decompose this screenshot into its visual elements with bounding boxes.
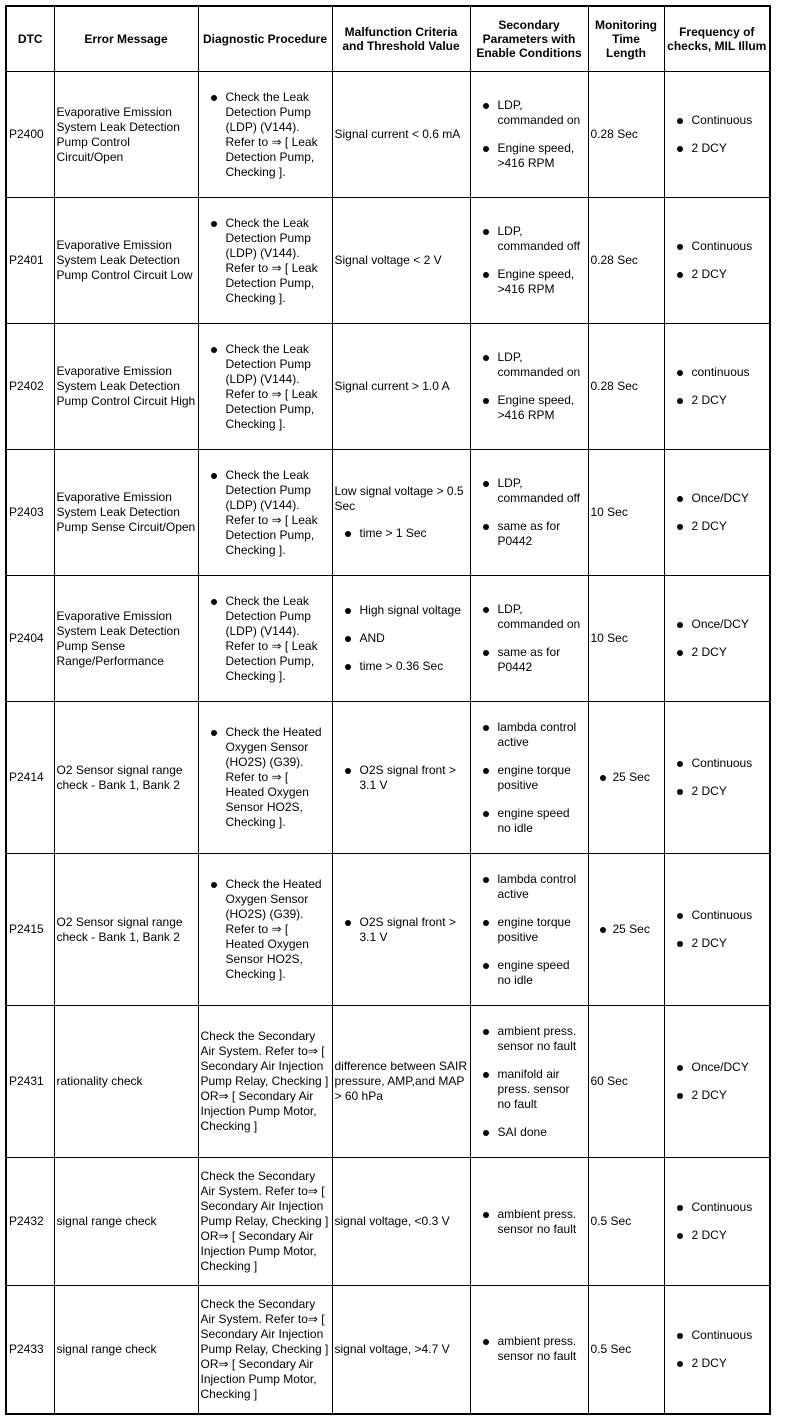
secondary-parameters — [470, 324, 588, 450]
frequency-list — [667, 1328, 768, 1371]
frequency-item: 2 DCY — [667, 936, 768, 951]
frequency-item: Continuous — [667, 1328, 768, 1343]
frequency — [664, 1286, 770, 1414]
header-malfunction-criteria: Malfunction Criteria and Threshold Value — [332, 6, 470, 72]
frequency — [664, 72, 770, 198]
diagnostic-procedure — [198, 450, 332, 576]
diagnostic-procedure — [198, 702, 332, 854]
secondary-item: LDP, commanded on — [473, 98, 586, 128]
frequency-item: 2 DCY — [667, 393, 768, 408]
secondary-item: LDP, commanded off — [473, 476, 586, 506]
malfunction-criteria — [332, 198, 470, 324]
monitoring-time: 0.5 Sec — [588, 1286, 664, 1414]
criteria-item: time > 1 Sec — [335, 526, 468, 541]
table-row — [6, 702, 770, 854]
frequency-list — [667, 908, 768, 951]
secondary-item: lambda control active — [473, 872, 586, 902]
secondary-item: ambient press. sensor no fault — [473, 1207, 586, 1237]
table-row — [6, 324, 770, 450]
frequency-list — [667, 113, 768, 156]
frequency-item: 2 DCY — [667, 141, 768, 156]
procedure-list — [201, 877, 330, 982]
procedure-item: Check the Heated Oxygen Sensor (HO2S) (G39). Refer to ⇒ [ Heated Oxygen Sensor HO2S, Checking ]. — [201, 725, 330, 830]
malfunction-criteria — [332, 450, 470, 576]
dtc-table — [5, 5, 771, 1415]
secondary-list — [473, 602, 586, 675]
error-message: Evaporative Emission System Leak Detection Pump Control Circuit Low — [54, 198, 198, 324]
diagnostic-procedure: Check the Secondary Air System. Refer to⇒ [ Secondary Air Injection Pump Relay, Checking ] OR⇒ [ Secondary Air Injection Pump Motor, Checking ] — [198, 1286, 332, 1414]
malfunction-criteria — [332, 1158, 470, 1286]
error-message: Evaporative Emission System Leak Detection Pump Sense Range/Performance — [54, 576, 198, 702]
monitoring-time — [588, 702, 664, 854]
criteria-list — [335, 915, 468, 945]
malfunction-criteria — [332, 702, 470, 854]
diagnostic-procedure: Check the Secondary Air System. Refer to⇒ [ Secondary Air Injection Pump Relay, Checking ] OR⇒ [ Secondary Air Injection Pump Motor, Checking ] — [198, 1158, 332, 1286]
monitoring-time: 10 Sec — [588, 576, 664, 702]
criteria-text: difference between SAIR pressure, AMP,and MAP > 60 hPa — [334, 1059, 468, 1103]
diagnostic-procedure — [198, 324, 332, 450]
frequency-item: 2 DCY — [667, 1356, 768, 1371]
table-row — [6, 1006, 770, 1158]
secondary-item: lambda control active — [473, 720, 586, 750]
table-row — [6, 1286, 770, 1414]
frequency — [664, 576, 770, 702]
secondary-list — [473, 872, 586, 988]
table-row — [6, 854, 770, 1006]
secondary-parameters — [470, 854, 588, 1006]
procedure-item: Check the Leak Detection Pump (LDP) (V144). Refer to ⇒ [ Leak Detection Pump, Checking ]. — [201, 468, 330, 558]
dtc-code: P2400 — [6, 72, 54, 198]
monitoring-item: 25 Sec — [591, 770, 662, 785]
diagnostic-procedure — [198, 576, 332, 702]
malfunction-criteria — [332, 854, 470, 1006]
criteria-list — [335, 526, 468, 541]
secondary-item: LDP, commanded off — [473, 224, 586, 254]
secondary-parameters — [470, 1286, 588, 1414]
malfunction-criteria — [332, 1006, 470, 1158]
table-header — [6, 6, 770, 72]
secondary-item: Engine speed, >416 RPM — [473, 267, 586, 297]
error-message: O2 Sensor signal range check - Bank 1, Bank 2 — [54, 854, 198, 1006]
criteria-text: Signal current < 0.6 mA — [334, 127, 461, 141]
frequency-item: Continuous — [667, 1200, 768, 1215]
monitoring-list — [591, 922, 662, 937]
secondary-parameters — [470, 576, 588, 702]
monitoring-time: 0.28 Sec — [588, 198, 664, 324]
frequency — [664, 1158, 770, 1286]
dtc-code: P2401 — [6, 198, 54, 324]
secondary-item: manifold air press. sensor no fault — [473, 1067, 586, 1112]
criteria-list — [335, 763, 468, 793]
secondary-item: engine torque positive — [473, 763, 586, 793]
secondary-item: ambient press. sensor no fault — [473, 1334, 586, 1364]
criteria-list — [335, 603, 468, 674]
frequency-item: 2 DCY — [667, 784, 768, 799]
table-body — [6, 72, 770, 1414]
secondary-parameters — [470, 450, 588, 576]
monitoring-list — [591, 770, 662, 785]
secondary-list — [473, 1334, 586, 1364]
frequency-list — [667, 491, 768, 534]
monitoring-time: 0.28 Sec — [588, 324, 664, 450]
procedure-item: Check the Leak Detection Pump (LDP) (V144). Refer to ⇒ [ Leak Detection Pump, Checking ]. — [201, 90, 330, 180]
criteria-text: signal voltage, <0.3 V — [334, 1214, 450, 1228]
malfunction-criteria — [332, 1286, 470, 1414]
frequency-item: Continuous — [667, 908, 768, 923]
secondary-item: ambient press. sensor no fault — [473, 1024, 586, 1054]
frequency-item: continuous — [667, 365, 768, 380]
dtc-code: P2404 — [6, 576, 54, 702]
secondary-item: same as for P0442 — [473, 519, 586, 549]
frequency-item: Once/DCY — [667, 617, 768, 632]
secondary-item: same as for P0442 — [473, 645, 586, 675]
dtc-code: P2403 — [6, 450, 54, 576]
diagnostic-procedure: Check the Secondary Air System. Refer to⇒ [ Secondary Air Injection Pump Relay, Checking ] OR⇒ [ Secondary Air Injection Pump Motor, Checking ] — [198, 1006, 332, 1158]
monitoring-time: 0.5 Sec — [588, 1158, 664, 1286]
diagnostic-procedure — [198, 72, 332, 198]
dtc-code: P2433 — [6, 1286, 54, 1414]
secondary-parameters — [470, 1158, 588, 1286]
criteria-item: AND — [335, 631, 468, 646]
header-row — [6, 6, 770, 72]
procedure-item: Check the Leak Detection Pump (LDP) (V144). Refer to ⇒ [ Leak Detection Pump, Checking ]. — [201, 216, 330, 306]
frequency-item: 2 DCY — [667, 1228, 768, 1243]
error-message: signal range check — [54, 1286, 198, 1414]
error-message: signal range check — [54, 1158, 198, 1286]
procedure-list — [201, 216, 330, 306]
secondary-list — [473, 720, 586, 836]
frequency-list — [667, 1200, 768, 1243]
criteria-text: Signal current > 1.0 A — [334, 379, 450, 393]
frequency — [664, 702, 770, 854]
malfunction-criteria — [332, 576, 470, 702]
diagnostic-procedure — [198, 198, 332, 324]
procedure-item: Check the Heated Oxygen Sensor (HO2S) (G39). Refer to ⇒ [ Heated Oxygen Sensor HO2S, Checking ]. — [201, 877, 330, 982]
criteria-text: Low signal voltage > 0.5 Sec — [334, 484, 464, 513]
malfunction-criteria — [332, 72, 470, 198]
criteria-item: O2S signal front > 3.1 V — [335, 915, 468, 945]
criteria-item: High signal voltage — [335, 603, 468, 618]
header-monitoring-time: Monitoring Time Length — [588, 6, 664, 72]
secondary-list — [473, 98, 586, 171]
secondary-item: Engine speed, >416 RPM — [473, 141, 586, 171]
procedure-list — [201, 90, 330, 180]
dtc-code: P2432 — [6, 1158, 54, 1286]
error-message: Evaporative Emission System Leak Detection Pump Sense Circuit/Open — [54, 450, 198, 576]
frequency-list — [667, 239, 768, 282]
procedure-list — [201, 468, 330, 558]
header-diagnostic-procedure: Diagnostic Procedure — [198, 6, 332, 72]
error-message: rationality check — [54, 1006, 198, 1158]
secondary-list — [473, 476, 586, 549]
dtc-code: P2431 — [6, 1006, 54, 1158]
secondary-item: engine torque positive — [473, 915, 586, 945]
secondary-parameters — [470, 1006, 588, 1158]
secondary-list — [473, 350, 586, 423]
dtc-code: P2414 — [6, 702, 54, 854]
frequency-item: Continuous — [667, 756, 768, 771]
frequency-item: 2 DCY — [667, 519, 768, 534]
frequency-item: Continuous — [667, 113, 768, 128]
secondary-item: LDP, commanded on — [473, 602, 586, 632]
frequency-item: 2 DCY — [667, 267, 768, 282]
secondary-parameters — [470, 198, 588, 324]
error-message: Evaporative Emission System Leak Detection Pump Control Circuit/Open — [54, 72, 198, 198]
table-row — [6, 450, 770, 576]
table-row — [6, 198, 770, 324]
frequency-list — [667, 365, 768, 408]
frequency-list — [667, 1060, 768, 1103]
secondary-list — [473, 224, 586, 297]
error-message: O2 Sensor signal range check - Bank 1, Bank 2 — [54, 702, 198, 854]
frequency — [664, 854, 770, 1006]
monitoring-time: 10 Sec — [588, 450, 664, 576]
dtc-code: P2402 — [6, 324, 54, 450]
secondary-item: SAI done — [473, 1125, 586, 1140]
procedure-item: Check the Leak Detection Pump (LDP) (V144). Refer to ⇒ [ Leak Detection Pump, Checking ]. — [201, 594, 330, 684]
secondary-item: engine speed no idle — [473, 958, 586, 988]
monitoring-time: 0.28 Sec — [588, 72, 664, 198]
header-frequency: Frequency of checks, MIL Illum — [664, 6, 770, 72]
secondary-list — [473, 1024, 586, 1140]
malfunction-criteria — [332, 324, 470, 450]
frequency-item: Once/DCY — [667, 491, 768, 506]
diagnostic-procedure — [198, 854, 332, 1006]
frequency — [664, 450, 770, 576]
header-error-message: Error Message — [54, 6, 198, 72]
monitoring-time: 60 Sec — [588, 1006, 664, 1158]
procedure-list — [201, 342, 330, 432]
monitoring-time — [588, 854, 664, 1006]
procedure-list — [201, 594, 330, 684]
secondary-parameters — [470, 72, 588, 198]
secondary-item: Engine speed, >416 RPM — [473, 393, 586, 423]
procedure-item: Check the Leak Detection Pump (LDP) (V144). Refer to ⇒ [ Leak Detection Pump, Checking ]. — [201, 342, 330, 432]
table-row — [6, 1158, 770, 1286]
frequency-item: 2 DCY — [667, 645, 768, 660]
criteria-text: Signal voltage < 2 V — [334, 253, 442, 267]
frequency-list — [667, 756, 768, 799]
frequency — [664, 324, 770, 450]
frequency-list — [667, 617, 768, 660]
secondary-item: LDP, commanded on — [473, 350, 586, 380]
header-dtc: DTC — [6, 6, 54, 72]
table-row — [6, 576, 770, 702]
error-message: Evaporative Emission System Leak Detection Pump Control Circuit High — [54, 324, 198, 450]
criteria-text: signal voltage, >4.7 V — [334, 1341, 450, 1356]
secondary-parameters — [470, 702, 588, 854]
criteria-item: time > 0.36 Sec — [335, 659, 468, 674]
frequency — [664, 198, 770, 324]
header-secondary-parameters: Secondary Parameters with Enable Conditions — [470, 6, 588, 72]
frequency-item: Once/DCY — [667, 1060, 768, 1075]
monitoring-item: 25 Sec — [591, 922, 662, 937]
secondary-list — [473, 1207, 586, 1237]
criteria-item: O2S signal front > 3.1 V — [335, 763, 468, 793]
table-row — [6, 72, 770, 198]
secondary-item: engine speed no idle — [473, 806, 586, 836]
dtc-code: P2415 — [6, 854, 54, 1006]
frequency-item: 2 DCY — [667, 1088, 768, 1103]
frequency-item: Continuous — [667, 239, 768, 254]
frequency — [664, 1006, 770, 1158]
procedure-list — [201, 725, 330, 830]
